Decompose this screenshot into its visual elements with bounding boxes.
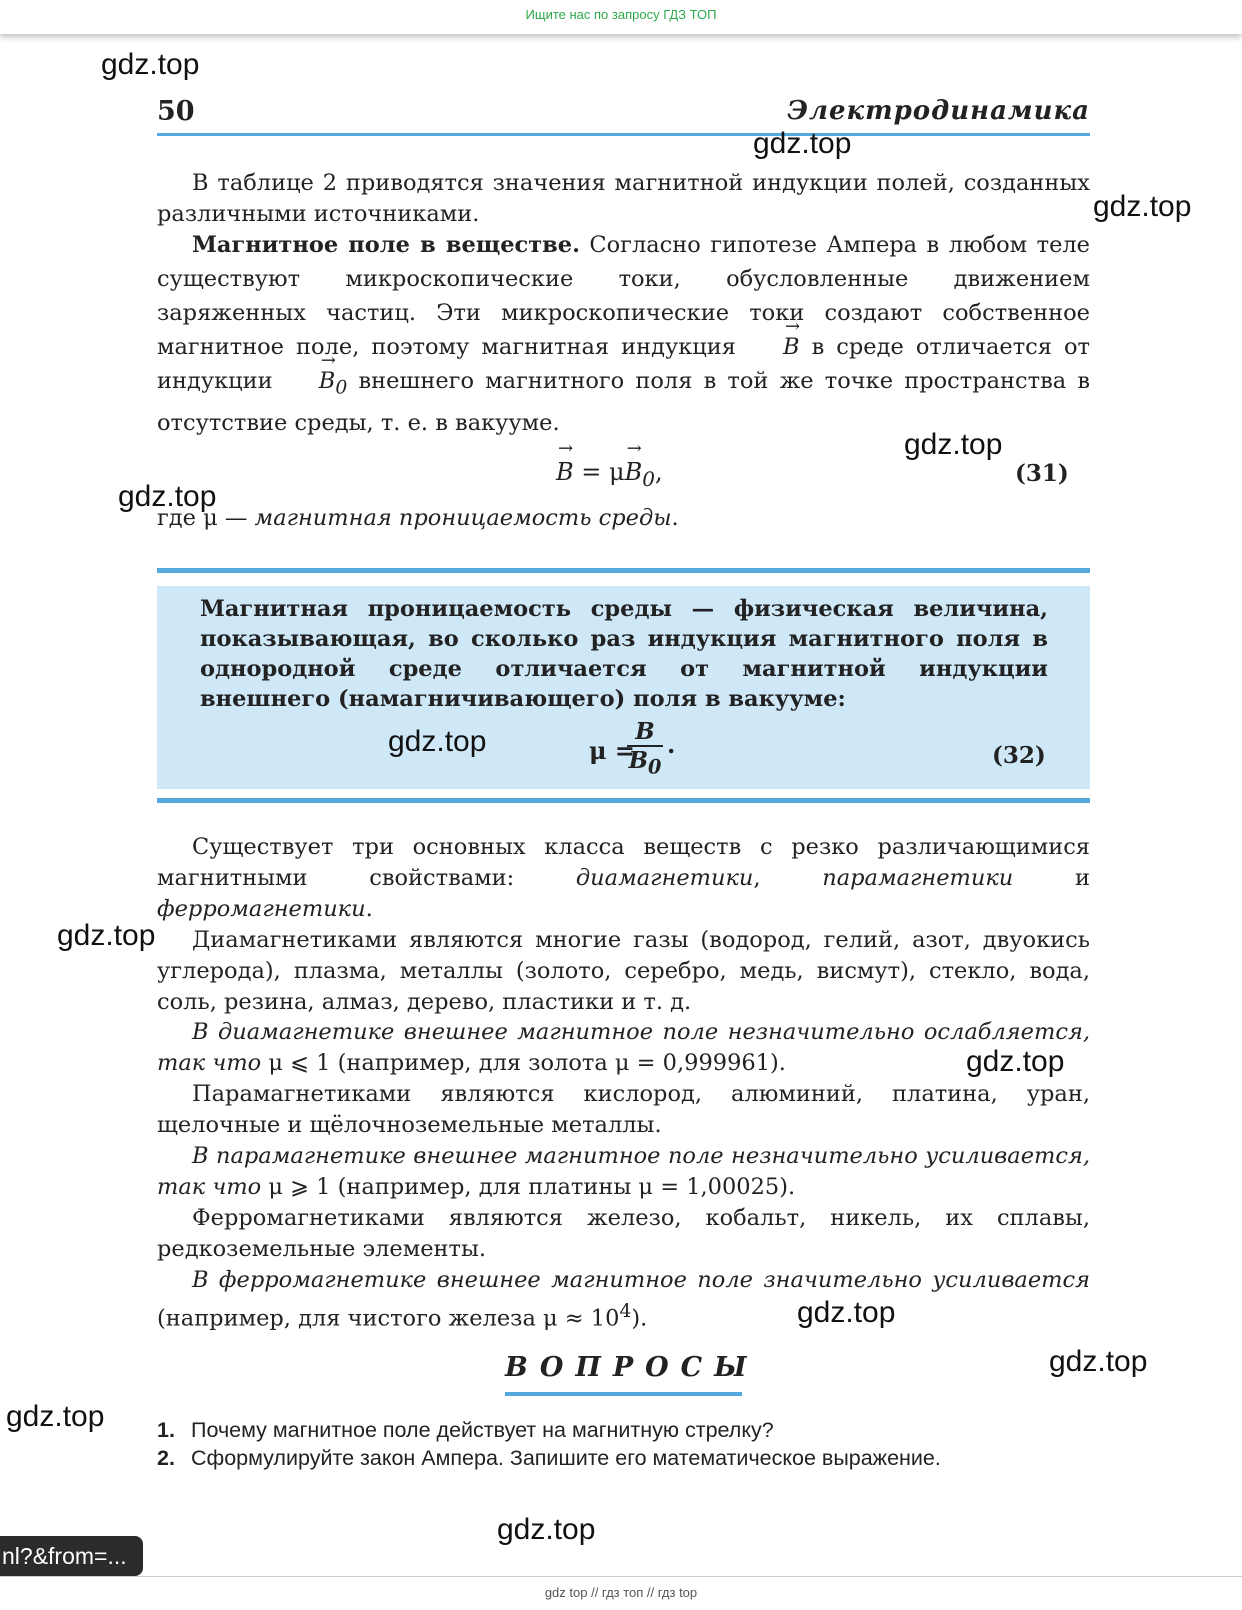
banner-text[interactable]: Ищите нас по запросу ГДЗ ТОП <box>525 7 717 22</box>
equation-number-31: (31) <box>1015 460 1069 487</box>
heading-inline: Магнитное поле в веществе. <box>192 232 580 258</box>
watermark: gdz.top <box>1049 1345 1148 1378</box>
paragraph-paramagnetics: Парамагнетиками являются кислород, алюминий, платина, уран, щелочные и щёлочноземельные металлы. <box>157 1081 1090 1138</box>
definition-top-rule <box>157 568 1090 573</box>
definition-bottom-rule <box>157 798 1090 803</box>
paragraph-intro: В таблице 2 приводятся значения магнитной индукции полей, созданных различными источниками. <box>157 170 1090 227</box>
watermark: gdz.top <box>797 1296 896 1329</box>
paragraph-ferromagnetics: Ферромагнетиками являются железо, кобальт, никель, их сплавы, редкоземельные элементы. <box>157 1205 1090 1262</box>
paragraph-paramagnetic-rule: В парамагнетике внешнее магнитное поле незначительно усиливается, так что μ ⩾ 1 (например, для платины μ = 1,00025). <box>157 1143 1090 1200</box>
paragraph-ferromagnetic-rule: В ферромагнетике внешнее магнитное поле значительно усиливается (например, для чистого железа $\mu \approx 10^4$). <box>157 1267 1090 1332</box>
paragraph-classes: Существует три основных класса веществ с резко различающимися магнитными свойствами: диамагнетики, парамагнетики и ферромагнетики. <box>157 834 1090 922</box>
equation-number-32: (32) <box>992 742 1046 769</box>
definition-text: Магнитная проницаемость среды — физическая величина, показывающая, во сколько раз индукция магнитного поля в однородной среде отличается от магнитной индукции внешнего (намагничивающего) поля в вакууме: <box>200 596 1048 712</box>
paragraph-diamagnetic-rule: В диамагнетике внешнее магнитное поле незначительно ослабляется, так что μ ⩽ 1 (например, для золота μ = 0,999961). <box>157 1019 1090 1076</box>
watermark: gdz.top <box>753 127 852 160</box>
vector-b0: → $B_0$ <box>284 364 347 406</box>
watermark: gdz.top <box>904 428 1003 461</box>
definition-mu: μ = <box>589 736 636 765</box>
top-banner <box>0 0 1242 34</box>
watermark: gdz.top <box>118 480 217 513</box>
vector-b: → B <box>748 330 800 364</box>
footer-divider <box>0 1576 1242 1577</box>
definition-dot: . <box>667 730 676 759</box>
watermark: gdz.top <box>966 1045 1065 1078</box>
watermark: gdz.top <box>57 919 156 952</box>
watermark: gdz.top <box>388 725 487 758</box>
paragraph-magnetic-field-in-matter: Магнитное поле в веществе. Согласно гипотезе Ампера в любом теле существуют микроскопические токи, обусловленные движением заряженных частиц. Эти микроскопические токи создают собственное магнитное поле, поэтому магнитная индукция → B в среде отличается от индукции → $B_0$ внешнего магнитного поля в той же точке пространства в отсутствие среды, т. е. в вакууме. <box>157 228 1090 440</box>
watermark: gdz.top <box>1093 190 1192 223</box>
question-item: 1. Почему магнитное поле действует на магнитную стрелку? <box>157 1418 774 1442</box>
page-number: 50 <box>157 96 195 127</box>
question-item: 2. Сформулируйте закон Ампера. Запишите его математическое выражение. <box>157 1446 941 1470</box>
paragraph-where: где μ — магнитная проницаемость среды. <box>157 505 679 531</box>
definition-fraction: B $B_0$ <box>628 718 662 779</box>
section-title: Электродинамика <box>787 96 1090 126</box>
eq31-b0: → $B_0$ <box>625 458 655 491</box>
watermark: gdz.top <box>6 1400 105 1433</box>
footer-links[interactable]: gdz top // гдз топ // гдз top <box>544 1585 698 1600</box>
header-rule <box>157 133 1090 136</box>
watermark: gdz.top <box>497 1513 596 1546</box>
equation-31: → $B = \mu\to B_0$, <box>556 458 663 491</box>
url-badge[interactable]: nl?&from=... <box>0 1536 143 1576</box>
paragraph-diamagnetics: Диамагнетиками являются многие газы (водород, гелий, азот, двуокись углерода), плазма, металлы (золото, серебро, медь, висмут), стекло, вода, соль, резина, алмаз, дерево, пластики и т. д. <box>157 927 1090 1015</box>
questions-underline <box>505 1392 742 1396</box>
questions-title: ВОПРОСЫ <box>505 1352 759 1383</box>
watermark: gdz.top <box>101 48 200 81</box>
definition-box <box>157 586 1090 789</box>
